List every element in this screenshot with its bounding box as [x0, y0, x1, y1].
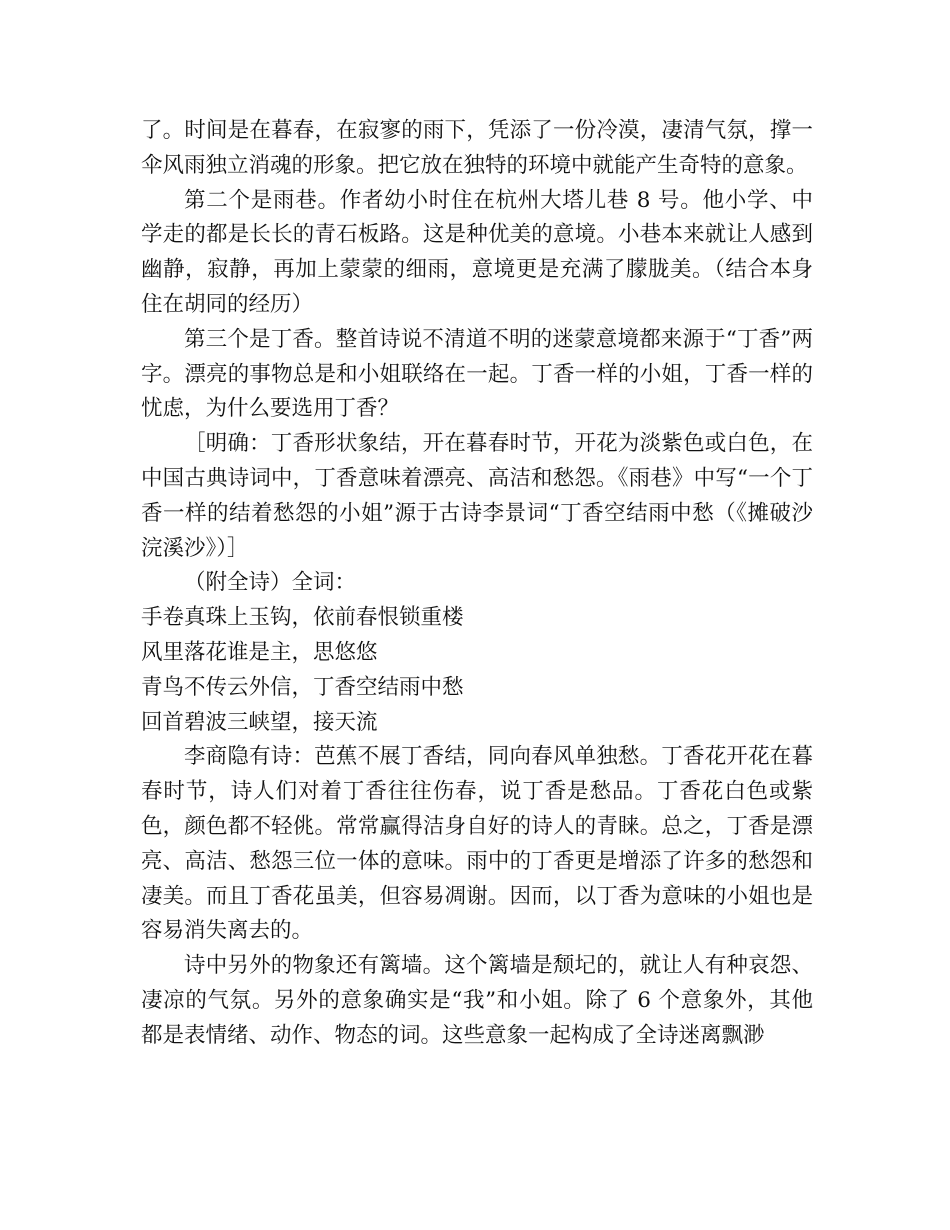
paragraph: （附全诗）全词：: [184, 570, 357, 596]
paragraph: 了。时间是在暮春，在寂寥的雨下，凭添了一份冷漠，凄清气氛，撑一伞风雨独立消魂的形象。把它放在独特的环境中就能产生奇特的意象。: [141, 118, 813, 178]
paragraph: 第三个是丁香。整首诗说不清道不明的迷蒙意境都来源于“丁香”两字。漂亮的事物总是和小姐联络在一起。丁香一样的小姐，丁香一样的忧虑，为什么要选用丁香？: [141, 326, 813, 422]
poem-line: 手卷真珠上玉钩，依前春恨锁重楼: [141, 605, 464, 631]
poem-line: 回首碧波三峡望，接天流: [141, 709, 378, 735]
paragraph: 李商隐有诗：芭蕉不展丁香结，同向春风单独愁。丁香花开花在暮春时节，诗人们对着丁香往往伤春，说丁香是愁品。丁香花白色或紫色，颜色都不轻佻。常常赢得洁身自好的诗人的青睐。总之，丁香是漂亮、高洁、愁怨三位一体的意味。雨中的丁香更是增添了许多的愁怨和凄美。而且丁香花虽美，但容易凋谢。因而，以丁香为意味的小姐也是容易消失离去的。: [141, 744, 813, 944]
poem-line: 青鸟不传云外信，丁香空结雨中愁: [141, 674, 464, 700]
paragraph: ［明确：丁香形状象结，开在暮春时节，开花为淡紫色或白色，在中国古典诗词中，丁香意味着漂亮、高洁和愁怨。《雨巷》中写“一个丁香一样的结着愁怨的小姐”源于古诗李景词“丁香空结雨中愁（《摊破沙浣溪沙》）］: [141, 431, 813, 561]
document-body: [141, 114, 813, 1054]
paragraph: 诗中另外的物象还有篱墙。这个篱墙是颓圮的，就让人有种哀怨、凄凉的气氛。另外的意象确实是“我”和小姐。除了 6 个意象外，其他都是表情绪、动作、物态的词。这些意象一起构成了全诗迷离飘渺: [141, 953, 813, 1048]
paragraph: 第二个是雨巷。作者幼小时住在杭州大塔儿巷 8 号。他小学、中学走的都是长长的青石板路。这是种优美的意境。小巷本来就让人感到幽静，寂静，再加上蒙蒙的细雨，意境更是充满了朦胧美。（结合本身住在胡同的经历）: [141, 187, 813, 317]
poem-line: 风里落花谁是主，思悠悠: [141, 639, 378, 665]
